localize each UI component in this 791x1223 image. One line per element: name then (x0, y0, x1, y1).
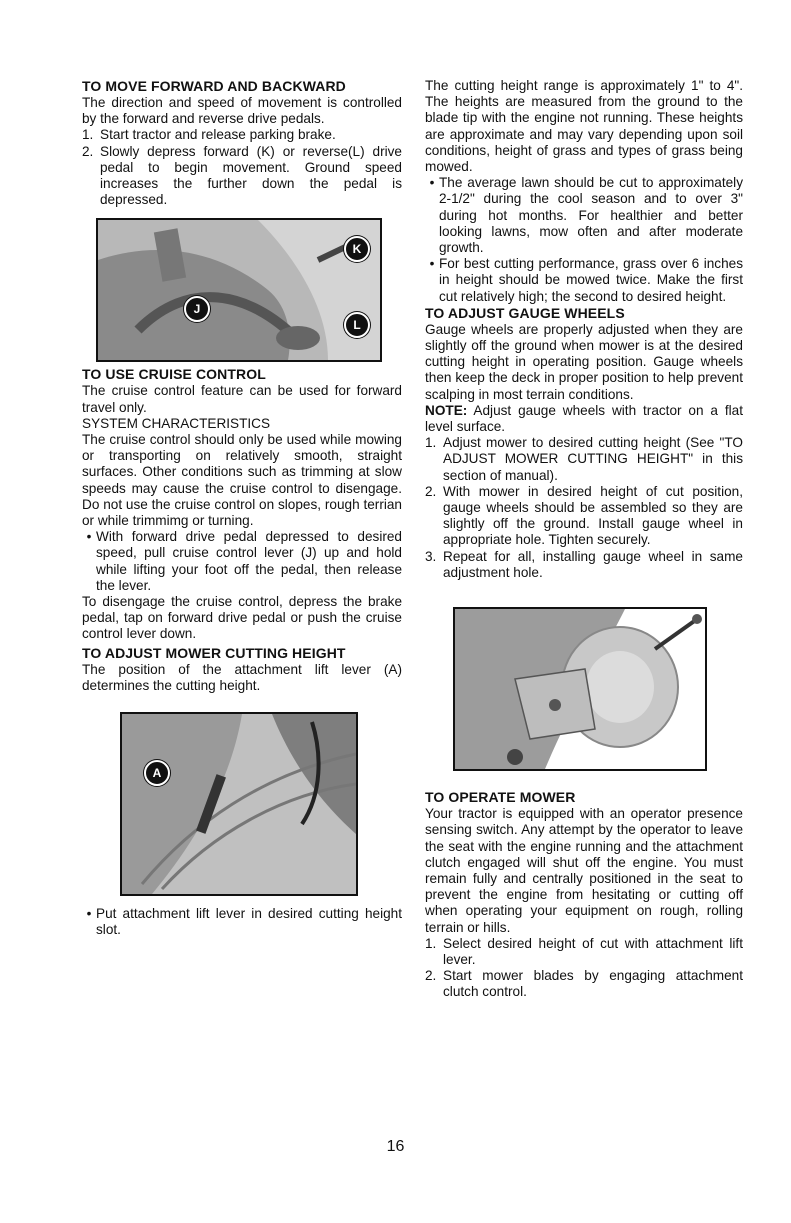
pedal-illustration (98, 220, 380, 360)
figure-lift-lever (120, 712, 358, 896)
gauge-steps (425, 435, 743, 581)
list-item: 2. With mower in desired height of cut position, gauge wheels should be assembled so they are slightly off the ground. Install gauge wheel in appropriate hole. Tighten securely. (425, 483, 743, 548)
system-characteristics-label: SYSTEM CHARACTERISTICS (82, 415, 271, 431)
list-item: • With forward drive pedal depressed to desired speed, pull cruise control lever (J) up and hold while lifting your foot off the pedal, then release the lever. (82, 529, 402, 594)
callout-k: K (344, 236, 370, 262)
callout-l: L (344, 312, 370, 338)
move-steps (82, 127, 402, 208)
list-item: 2. Slowly depress forward (K) or reverse(L) drive pedal to begin movement. Ground speed increases the further down the pedal is depressed. (82, 143, 402, 208)
gauge-note: NOTE: Adjust gauge wheels with tractor on a flat level surface. (425, 402, 743, 435)
list-item: 1. Adjust mower to desired cutting height (See "TO ADJUST MOWER CUTTING HEIGHT" in this section of manual). (425, 435, 743, 483)
heading-cruise: TO USE CRUISE CONTROL (82, 366, 266, 383)
cruise-intro: The cruise control feature can be used for forward travel only. (82, 383, 402, 415)
bullet-icon: • (86, 529, 92, 545)
note-label: NOTE: (425, 402, 468, 418)
right-column (425, 78, 743, 1001)
system-characteristics-text: The cruise control should only be used while mowing or transporting on relatively smooth, straight surfaces. Other conditions such as trimming at slow speeds may cause the cruise control to disengage. Do not use the cruise control on slopes, rough terrian or while trimmimg or turning. (82, 432, 402, 529)
disengage-text: To disengage the cruise control, depress the brake pedal, tap on forward drive pedal or push the cruise control lever down. (82, 594, 402, 642)
left-column (82, 78, 402, 938)
list-item: 2. Start mower blades by engaging attachment clutch control. (425, 968, 743, 1000)
lift-lever-illustration (122, 714, 356, 894)
callout-j: J (184, 296, 210, 322)
gauge-intro: Gauge wheels are properly adjusted when they are slightly off the ground when mower is at the desired cutting height in operating position. Gauge wheels then keep the deck in proper position to help prevent scalping in most terrain conditions. (425, 321, 743, 402)
heading-operate-mower: TO OPERATE MOWER (425, 789, 576, 806)
list-item: 1. Select desired height of cut with attachment lift lever. (425, 935, 743, 967)
move-intro: The direction and speed of movement is controlled by the forward and reverse drive pedals. (82, 95, 402, 127)
operate-intro: Your tractor is equipped with an operator presence sensing switch. Any attempt by the operator to leave the seat with the engine running and the attachment clutch engaged will shut off the engine. You must remain fully and centrally positioned in the seat to prevent the engine from hesitating or cutting off when operating your equipment on rough, rolling terrain or hills. (425, 806, 743, 935)
cutting-height-range: The cutting height range is approximately 1" to 4". The heights are measured from the ground to the blade tip with the engine not running. These heights are approximate and may vary depending upon soil conditions, height of grass and types of grass being mowed. (425, 78, 743, 175)
heading-move: TO MOVE FORWARD AND BACKWARD (82, 78, 346, 94)
gauge-wheel-illustration (455, 609, 705, 769)
bullet-icon: • (86, 906, 92, 922)
cutting-height-intro: The position of the attachment lift lever (A) determines the cutting height. (82, 661, 402, 693)
page-number: 16 (386, 1138, 405, 1155)
list-item: • Put attachment lift lever in desired cutting height slot. (82, 906, 402, 938)
figure-drive-pedals (96, 218, 382, 362)
list-item: 3. Repeat for all, installing gauge wheel in same adjustment hole. (425, 548, 743, 580)
heading-gauge-wheels: TO ADJUST GAUGE WHEELS (425, 304, 625, 321)
list-item: • The average lawn should be cut to approximately 2-1/2" during the cool season and to over 3" during hot months. For healthier and better looking lawns, mow often and after moderate growth. (425, 175, 743, 256)
operate-steps (425, 936, 743, 1001)
figure-gauge-wheel (453, 607, 707, 771)
callout-a: A (144, 760, 170, 786)
bullet-icon: • (429, 175, 435, 191)
list-item: • For best cutting performance, grass over 6 inches in height should be mowed twice. Make the first cut relatively high; the second to desired height. (425, 256, 743, 305)
heading-cutting-height: TO ADJUST MOWER CUTTING HEIGHT (82, 644, 346, 661)
list-item: 1. Start tractor and release parking brake. (82, 127, 336, 143)
bullet-icon: • (429, 256, 435, 272)
